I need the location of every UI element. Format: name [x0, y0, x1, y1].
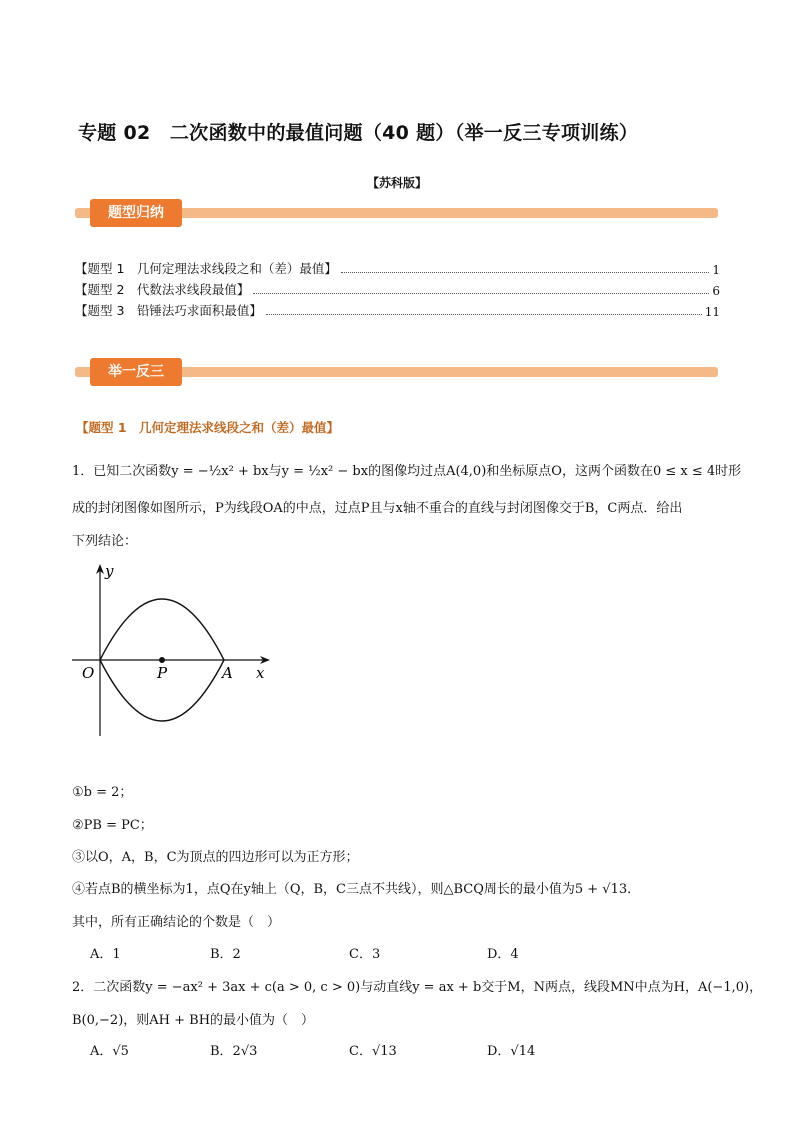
q1-option-b[interactable]: B．2: [210, 947, 241, 962]
toc-leader: [266, 314, 702, 315]
q1-option-c[interactable]: C．3: [349, 947, 381, 962]
q2-option-c[interactable]: C．√13: [349, 1044, 397, 1059]
toc-item-label: 【题型 2 代数法求线段最值】: [75, 282, 250, 297]
q1-figure: [70, 558, 280, 743]
label-o: O: [82, 664, 95, 682]
statement-3: ③以O，A，B，C为顶点的四边形可以为正方形；: [72, 850, 359, 865]
q2-option-a[interactable]: A．√5: [90, 1044, 129, 1059]
toc-badge: 题型归纳: [90, 199, 182, 227]
point-p-marker: [159, 657, 165, 663]
statement-4: ④若点B的横坐标为1，点Q在y轴上（Q，B，C三点不共线），则△BCQ周长的最小值为5 + √13．: [72, 882, 641, 897]
q1-option-a[interactable]: A．1: [90, 947, 121, 962]
toc-item-1[interactable]: [75, 259, 720, 277]
toc-item-label: 【题型 3 铅锤法巧求面积最值】: [75, 303, 262, 318]
label-a: A: [222, 664, 233, 682]
section-heading: 【题型 1 几何定理法求线段之和（差）最值】: [76, 420, 340, 435]
q2-text-line-2: B(0,−2)，则AH + BH的最小值为（ ）: [72, 1013, 315, 1028]
toc-page-number: 6: [712, 284, 720, 298]
q2-option-b[interactable]: B．2√3: [210, 1044, 258, 1059]
toc-leader: [253, 293, 709, 294]
toc-leader: [341, 272, 709, 273]
practice-badge: 举一反三: [90, 358, 182, 386]
toc-item-2[interactable]: [75, 280, 720, 298]
q1-text-line-3: 下列结论：: [72, 534, 138, 549]
toc-page-number: 1: [712, 263, 720, 277]
label-p: P: [157, 664, 168, 682]
q2-text-line-1: 2．二次函数y = −ax² + 3ax + c(a > 0, c > 0)与动直线y = ax + b交于M，N两点，线段MN中点为H，A(−1,0)，: [72, 980, 763, 995]
toc-page-number: 11: [704, 305, 720, 319]
q1-text-line-2: 成的封闭图像如图所示，P为线段OA的中点，过点P且与x轴不重合的直线与封闭图像交于B，C两点．给出: [72, 501, 683, 516]
page-title: 专题 02 二次函数中的最值问题（40 题）（举一反三专项训练）: [78, 122, 639, 144]
toc-item-label: 【题型 1 几何定理法求线段之和（差）最值】: [75, 261, 337, 276]
edition-label: 【苏科版】: [366, 176, 427, 190]
q2-option-d[interactable]: D．√14: [487, 1044, 536, 1059]
q1-text-line-1: 1．已知二次函数y = −½x² + bx与y = ½x² − bx的图像均过点A(4,0)和坐标原点O，这两个函数在0 ≤ x ≤ 4时形: [72, 464, 742, 479]
upper-parabola: [100, 599, 224, 660]
statement-2: ②PB = PC；: [72, 818, 153, 833]
q1-prompt: 其中，所有正确结论的个数是（ ）: [72, 915, 281, 930]
toc-item-3[interactable]: [75, 301, 720, 319]
statement-1: ①b = 2；: [72, 785, 133, 800]
label-x: x: [256, 664, 265, 682]
label-y: y: [105, 562, 114, 580]
q1-option-d[interactable]: D．4: [487, 947, 519, 962]
